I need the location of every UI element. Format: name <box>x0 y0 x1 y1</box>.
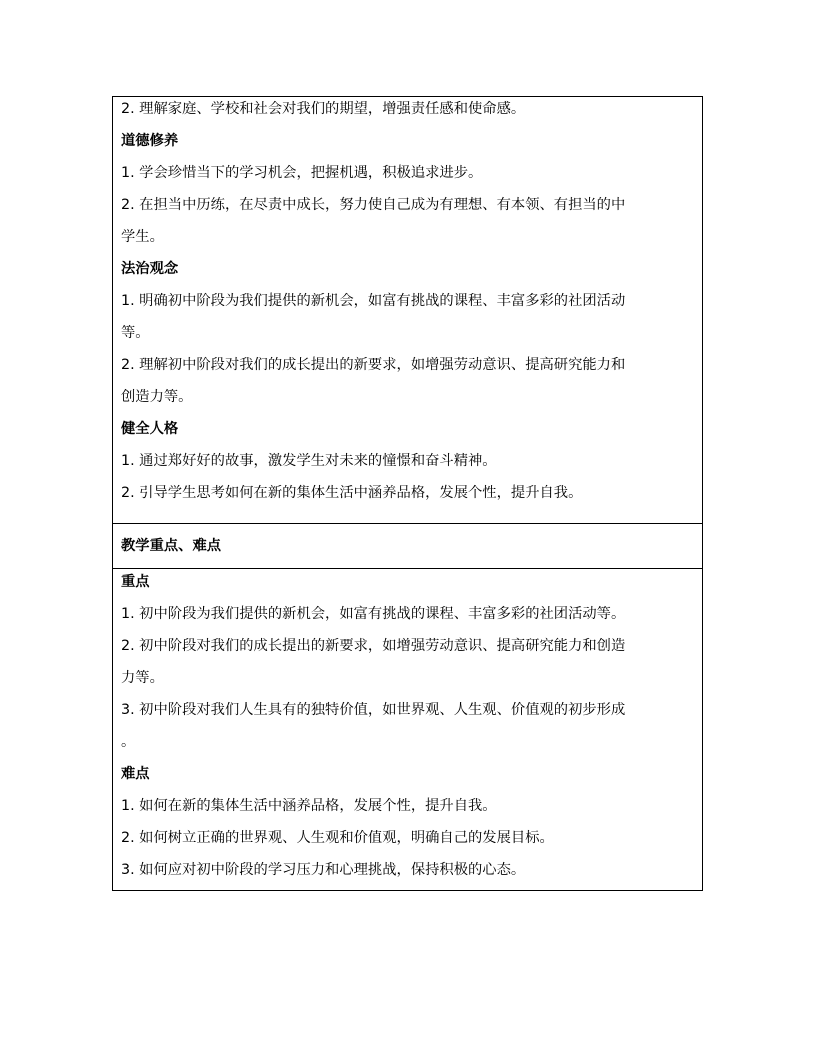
list-item: 学生。 <box>121 229 164 245</box>
key-points-header-cell <box>113 523 702 568</box>
section-heading: 健全人格 <box>121 421 179 437</box>
list-item: 1. 如何在新的集体生活中涵养品格，发展个性，提升自我。 <box>121 798 497 814</box>
list-item: 2. 理解初中阶段对我们的成长提出的新要求，如增强劳动意识、提高研究能力和 <box>121 357 626 373</box>
list-item: 1. 明确初中阶段为我们提供的新机会，如富有挑战的课程、丰富多彩的社团活动 <box>121 293 626 309</box>
section-heading: 难点 <box>121 766 150 782</box>
list-item: 创造力等。 <box>121 389 193 405</box>
section-heading: 重点 <box>121 574 150 590</box>
list-item: 2. 初中阶段对我们的成长提出的新要求，如增强劳动意识、提高研究能力和创造 <box>121 638 626 654</box>
list-item: 。 <box>121 734 136 750</box>
section-heading: 法治观念 <box>121 261 179 277</box>
list-item: 2. 在担当中历练，在尽责中成长，努力使自己成为有理想、有本领、有担当的中 <box>121 197 626 213</box>
list-item: 2. 引导学生思考如何在新的集体生活中涵养品格，发展个性，提升自我。 <box>121 485 583 501</box>
list-item: 2. 如何树立正确的世界观、人生观和价值观，明确自己的发展目标。 <box>121 830 554 846</box>
section-title: 教学重点、难点 <box>121 538 222 554</box>
list-item: 2. 理解家庭、学校和社会对我们的期望，增强责任感和使命感。 <box>121 101 526 117</box>
section-heading: 道德修养 <box>121 133 179 149</box>
list-item: 力等。 <box>121 670 164 686</box>
list-item: 3. 如何应对初中阶段的学习压力和心理挑战，保持积极的心态。 <box>121 862 526 878</box>
list-item: 等。 <box>121 325 150 341</box>
list-item: 1. 学会珍惜当下的学习机会，把握机遇，积极追求进步。 <box>121 165 483 181</box>
lesson-plan-table <box>112 96 703 891</box>
list-item: 1. 初中阶段为我们提供的新机会，如富有挑战的课程、丰富多彩的社团活动等。 <box>121 606 626 622</box>
list-item: 3. 初中阶段对我们人生具有的独特价值，如世界观、人生观、价值观的初步形成 <box>121 702 626 718</box>
list-item: 1. 通过郑好好的故事，激发学生对未来的憧憬和奋斗精神。 <box>121 453 497 469</box>
objectives-cell <box>113 101 702 523</box>
key-points-cell <box>113 568 702 890</box>
